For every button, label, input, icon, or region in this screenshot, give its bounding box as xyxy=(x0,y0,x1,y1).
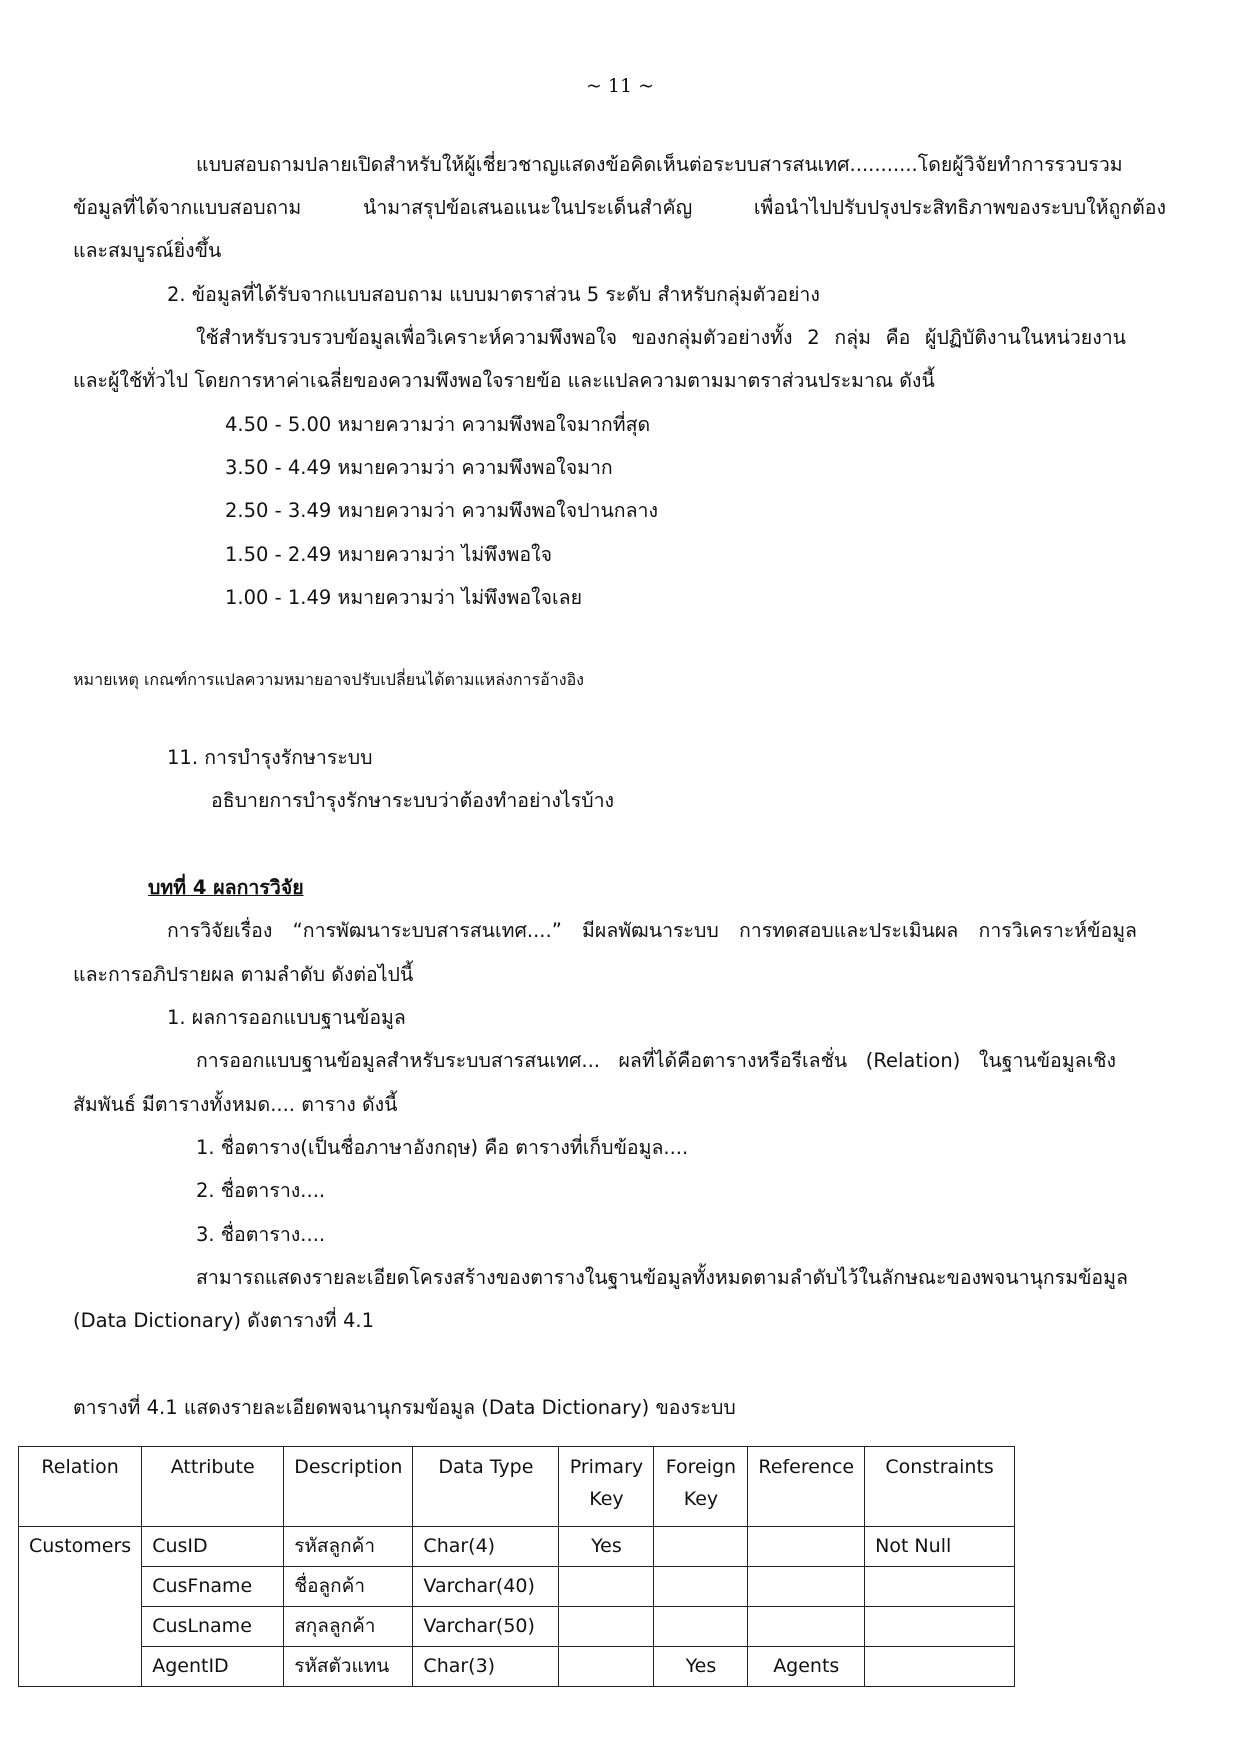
foreign-key-cell: Yes xyxy=(654,1647,748,1687)
description-cell: รหัสตัวแทน xyxy=(284,1647,413,1687)
list-item: 1. ผลการออกแบบฐานข้อมูล xyxy=(167,1006,406,1029)
paragraph-line: และสมบูรณ์ยิ่งขึ้น xyxy=(73,239,222,262)
constraints-cell xyxy=(865,1607,1015,1647)
table-row xyxy=(19,1607,1015,1647)
header-attribute: Attribute xyxy=(142,1447,284,1527)
description-cell: รหัสลูกค้า xyxy=(284,1527,413,1567)
attribute-cell: CusLname xyxy=(142,1607,284,1647)
list-item: 2. ข้อมูลที่ได้รับจากแบบสอบถาม แบบมาตราส่วน 5 ระดับ สำหรับกลุ่มตัวอย่าง xyxy=(167,283,820,306)
chapter-heading: บทที่ 4 ผลการวิจัย xyxy=(148,876,304,899)
foreign-key-cell xyxy=(654,1567,748,1607)
paragraph-line: แบบสอบถามปลายเปิดสำหรับให้ผู้เชี่ยวชาญแสดงข้อคิดเห็นต่อระบบสารสนเทศ...........โดยผู้วิจัยทำการรวบรวม xyxy=(196,153,1123,176)
constraints-cell xyxy=(865,1647,1015,1687)
header-description: Description xyxy=(284,1447,413,1527)
section-heading: 11. การบำรุงรักษาระบบ xyxy=(167,746,373,769)
header-reference: Reference xyxy=(748,1447,865,1527)
table-list-item: 1. ชื่อตาราง(เป็นชื่อภาษาอังกฤษ) คือ ตารางที่เก็บข้อมูล.... xyxy=(196,1136,689,1159)
paragraph-line: (Data Dictionary) ดังตารางที่ 4.1 xyxy=(73,1309,374,1332)
table-row xyxy=(19,1567,1015,1607)
paragraph-line: และผู้ใช้ทั่วไป โดยการหาค่าเฉลี่ยของความพึงพอใจรายข้อ และแปลความตามมาตราส่วนประมาณ ดังนี้ xyxy=(73,369,935,392)
reference-cell xyxy=(748,1607,865,1647)
header-relation: Relation xyxy=(19,1447,142,1527)
note: หมายเหตุ เกณฑ์การแปลความหมายอาจปรับเปลี่ยนได้ตามแหล่งการอ้างอิง xyxy=(73,670,584,689)
data-type-cell: Char(3) xyxy=(413,1647,559,1687)
table-row xyxy=(19,1647,1015,1687)
scale-item: 1.50 - 2.49 หมายความว่า ไม่พึงพอใจ xyxy=(225,543,552,566)
paragraph-line: ใช้สำหรับรวบรวบข้อมูลเพื่อวิเคราะห์ความพึงพอใจ ของกลุ่มตัวอย่างทั้ง 2 กลุ่ม คือ ผู้ปฏิบัติงานในหน่วยงาน xyxy=(196,326,1126,349)
page-number: ~ 11 ~ xyxy=(585,75,655,97)
constraints-cell: Not Null xyxy=(865,1527,1015,1567)
data-dictionary-table xyxy=(18,1446,1015,1687)
table-list-item: 2. ชื่อตาราง.... xyxy=(196,1179,326,1202)
paragraph-line: ข้อมูลที่ได้จากแบบสอบถาม นำมาสรุปข้อเสนอแนะในประเด็นสำคัญ เพื่อนำไปปรับปรุงประสิทธิภาพของระบบให้ถูกต้อง xyxy=(73,196,1166,219)
primary-key-cell xyxy=(559,1647,654,1687)
data-type-cell: Char(4) xyxy=(413,1527,559,1567)
primary-key-cell: Yes xyxy=(559,1527,654,1567)
paragraph-line: การออกแบบฐานข้อมูลสำหรับระบบสารสนเทศ... ผลที่ได้คือตารางหรือรีเลชั่น (Relation) ในฐานข้อมูลเชิง xyxy=(196,1049,1116,1072)
data-type-cell: Varchar(50) xyxy=(413,1607,559,1647)
table-header-row xyxy=(19,1447,1015,1527)
table-list-item: 3. ชื่อตาราง.... xyxy=(196,1223,326,1246)
paragraph-line: การวิจัยเรื่อง “การพัฒนาระบบสารสนเทศ....” มีผลพัฒนาระบบ การทดสอบและประเมินผล การวิเคราะห์ข้อมูล xyxy=(167,919,1137,942)
scale-item: 3.50 - 4.49 หมายความว่า ความพึงพอใจมาก xyxy=(225,456,613,479)
reference-cell xyxy=(748,1527,865,1567)
header-foreign-key: Foreign Key xyxy=(654,1447,748,1527)
relation-cell: Customers xyxy=(19,1527,142,1687)
attribute-cell: CusFname xyxy=(142,1567,284,1607)
reference-cell xyxy=(748,1567,865,1607)
paragraph-line: และการอภิปรายผล ตามลำดับ ดังต่อไปนี้ xyxy=(73,963,414,986)
attribute-cell: AgentID xyxy=(142,1647,284,1687)
paragraph-line: สัมพันธ์ มีตารางทั้งหมด.... ตาราง ดังนี้ xyxy=(73,1093,398,1116)
primary-key-cell xyxy=(559,1567,654,1607)
table-caption: ตารางที่ 4.1 แสดงรายละเอียดพจนานุกรมข้อมูล (Data Dictionary) ของระบบ xyxy=(73,1396,736,1419)
paragraph-line: สามารถแสดงรายละเอียดโครงสร้างของตารางในฐานข้อมูลทั้งหมดตามลำดับไว้ในลักษณะของพจนานุกรมข้อมูล xyxy=(196,1266,1128,1289)
header-primary-key: Primary Key xyxy=(559,1447,654,1527)
paragraph-line: อธิบายการบำรุงรักษาระบบว่าต้องทำอย่างไรบ้าง xyxy=(211,789,615,812)
foreign-key-cell xyxy=(654,1527,748,1567)
foreign-key-cell xyxy=(654,1607,748,1647)
header-constraints: Constraints xyxy=(865,1447,1015,1527)
constraints-cell xyxy=(865,1567,1015,1607)
description-cell: สกุลลูกค้า xyxy=(284,1607,413,1647)
scale-item: 2.50 - 3.49 หมายความว่า ความพึงพอใจปานกลาง xyxy=(225,499,659,522)
scale-item: 4.50 - 5.00 หมายความว่า ความพึงพอใจมากที่สุด xyxy=(225,413,651,436)
data-type-cell: Varchar(40) xyxy=(413,1567,559,1607)
description-cell: ชื่อลูกค้า xyxy=(284,1567,413,1607)
attribute-cell: CusID xyxy=(142,1527,284,1567)
scale-item: 1.00 - 1.49 หมายความว่า ไม่พึงพอใจเลย xyxy=(225,586,583,609)
reference-cell: Agents xyxy=(748,1647,865,1687)
header-data-type: Data Type xyxy=(413,1447,559,1527)
table-row xyxy=(19,1527,1015,1567)
primary-key-cell xyxy=(559,1607,654,1647)
